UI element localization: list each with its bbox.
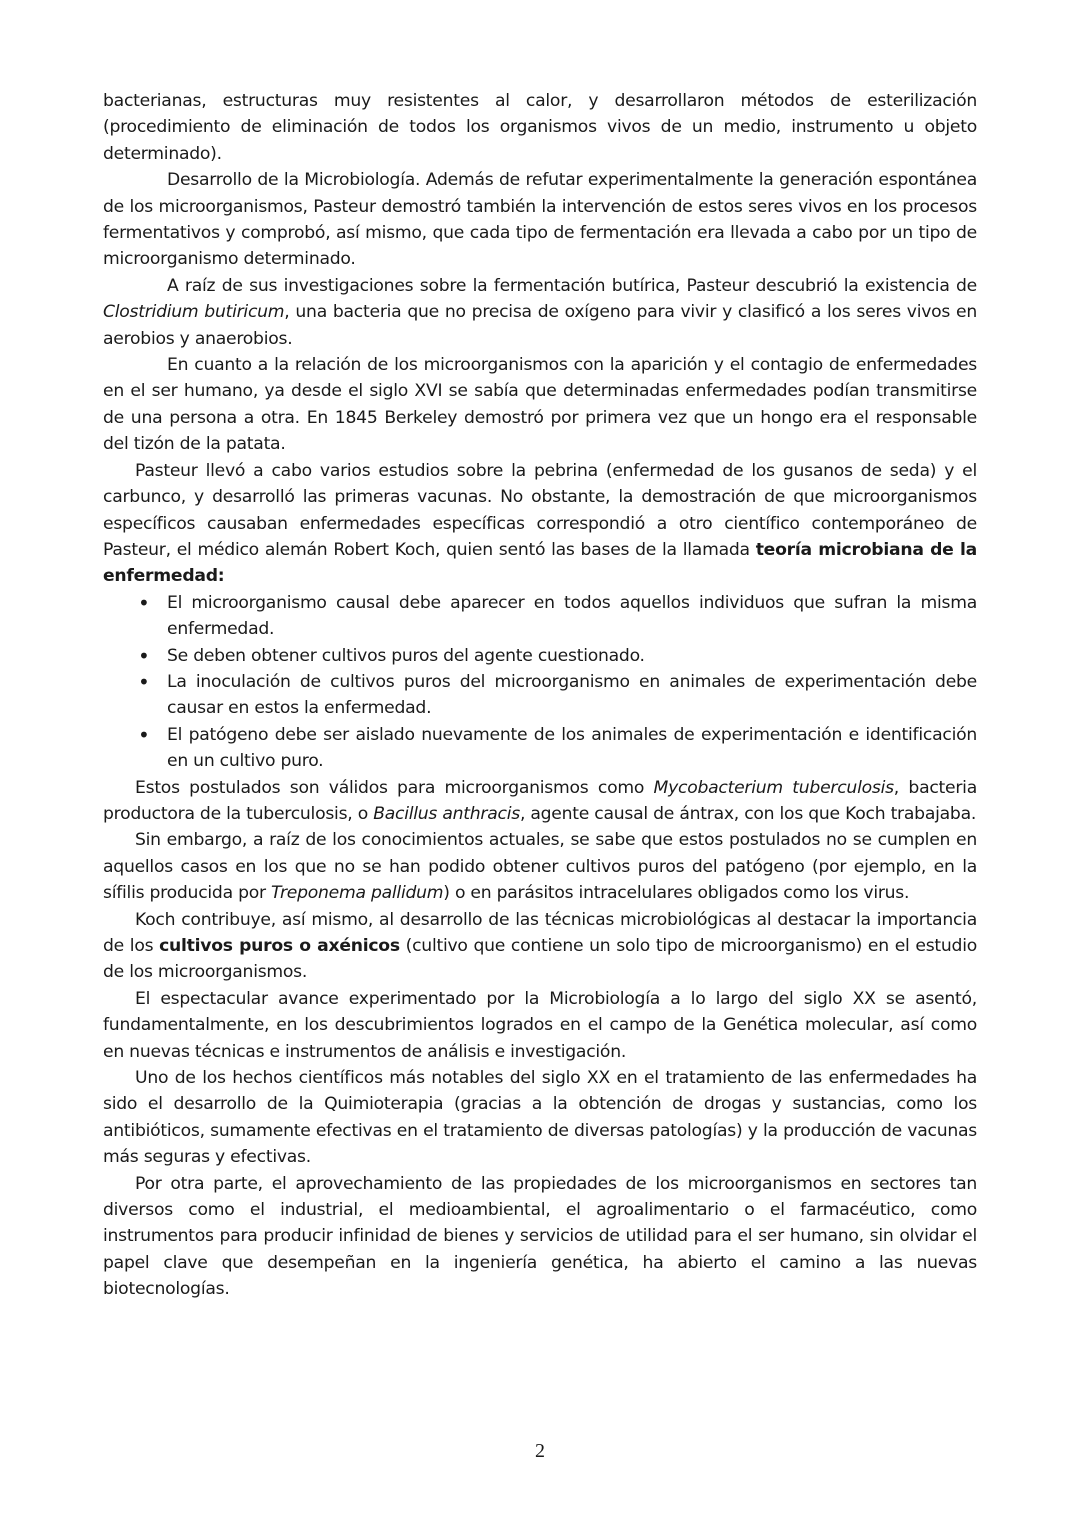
text: Sin embargo, a raíz de los conocimientos actuales, se sabe que estos postulados no se cumplen en aquellos casos en los que no se han podido obtener cultivos puros del patógeno (por ejemplo, en la sífilis producida por xyxy=(103,830,977,904)
species-name: Bacillus anthracis xyxy=(373,803,520,824)
species-name: Clostridium butiricum xyxy=(103,302,285,323)
list-item: • El patógeno debe ser aislado nuevamente de los animales de experimentación e identificación en un cultivo puro. xyxy=(167,722,977,775)
document-body xyxy=(103,88,977,1303)
species-name: Treponema pallidum xyxy=(271,883,444,904)
paragraph-microbiology-development: Desarrollo de la Microbiología. Además de refutar experimentalmente la generación espontánea de los microorganismos, Pasteur demostró también la intervención de estos seres vivos en los procesos fermentativos y comprobó, así mismo, que cada tipo de fermentación era llevada a cabo por un tipo de microorganismo determinado. xyxy=(103,170,977,270)
paragraph-butyric-fermentation xyxy=(103,273,977,352)
text: Estos postulados son válidos para microorganismos como xyxy=(135,777,654,798)
paragraph-pure-cultures xyxy=(103,907,977,986)
text: , una bacteria que no precisa de oxígeno para vivir y clasificó a los seres vivos en aerobios y anaerobios. xyxy=(103,302,977,349)
key-term: teoría microbiana de la enfermedad: xyxy=(103,539,977,587)
list-item: • El microorganismo causal debe aparecer en todos aquellos individuos que sufran la misma enfermedad. xyxy=(167,590,977,643)
text: A raíz de sus investigaciones sobre la fermentación butírica, Pasteur descubrió la existencia de xyxy=(167,275,977,296)
key-term: cultivos puros o axénicos xyxy=(159,936,400,956)
koch-postulates-list xyxy=(103,590,977,775)
paragraph-twentieth-century: El espectacular avance experimentado por la Microbiología a lo largo del siglo XX se asentó, fundamentalmente, en los descubrimientos logrados en el campo de la Genética molecular, así como en nuevas técnicas e instrumentos de análisis e investigación. xyxy=(103,988,977,1062)
paragraph-koch-theory xyxy=(103,458,977,590)
paragraph-sterilization: bacterianas, estructuras muy resistentes al calor, y desarrollaron métodos de esterilización (procedimiento de eliminación de todos los organismos vivos de un medio, instrumento u objeto determinado). xyxy=(103,91,977,164)
text: ) o en parásitos intracelulares obligados como los virus. xyxy=(443,883,910,904)
text: , agente causal de ántrax, con los que Koch trabajaba. xyxy=(519,803,977,824)
text: , bacteria productora de la tuberculosis, o xyxy=(103,777,977,824)
paragraph-biotechnology: Por otra parte, el aprovechamiento de las propiedades de los microorganismos en sectores tan diversos como el industrial, el medioambiental, el agroalimentario o el farmacéutico, como instrumentos para producir infinidad de bienes y servicios de utilidad para el ser humano, sin olvidar el papel clave que desempeñan en la ingeniería genética, ha abierto el camino a las nuevas biotecnologías. xyxy=(103,1173,977,1300)
page-number: 2 xyxy=(535,1440,545,1462)
text: Koch contribuye, así mismo, al desarrollo de las técnicas microbiológicas al destacar la importancia de los xyxy=(103,909,977,956)
paragraph-postulates-exceptions xyxy=(103,827,977,906)
list-item: • La inoculación de cultivos puros del microorganismo en animales de experimentación debe causar en estos la enfermedad. xyxy=(167,669,977,722)
paragraph-postulates-valid xyxy=(103,775,977,828)
paragraph-disease-contagion: En cuanto a la relación de los microorganismos con la aparición y el contagio de enfermedades en el ser humano, ya desde el siglo XVI se sabía que determinadas enfermedades podían transmitirse de una persona a otra. En 1845 Berkeley demostró por primera vez que un hongo era el responsable del tizón de la patata. xyxy=(103,355,977,455)
species-name: Mycobacterium tuberculosis xyxy=(653,777,894,798)
text: Pasteur llevó a cabo varios estudios sobre la pebrina (enfermedad de los gusanos de seda) y el carbunco, y desarrolló las primeras vacunas. No obstante, la demostración de que microorganismos específicos causaban enfermedades específicas correspondió a otro científico contemporáneo de Pasteur, el médico alemán Robert Koch, quien sentó las bases de la llamada xyxy=(103,460,977,560)
list-item: • Se deben obtener cultivos puros del agente cuestionado. xyxy=(167,643,977,669)
text: (cultivo que contiene un solo tipo de microorganismo) en el estudio de los microorganismos. xyxy=(103,936,977,983)
paragraph-chemotherapy: Uno de los hechos científicos más notables del siglo XX en el tratamiento de las enfermedades ha sido el desarrollo de la Quimioterapia (gracias a la obtención de drogas y sustancias, como los antibióticos, sumamente efectivas en el tratamiento de diversas patologías) y la producción de vacunas más seguras y efectivas. xyxy=(103,1068,977,1168)
